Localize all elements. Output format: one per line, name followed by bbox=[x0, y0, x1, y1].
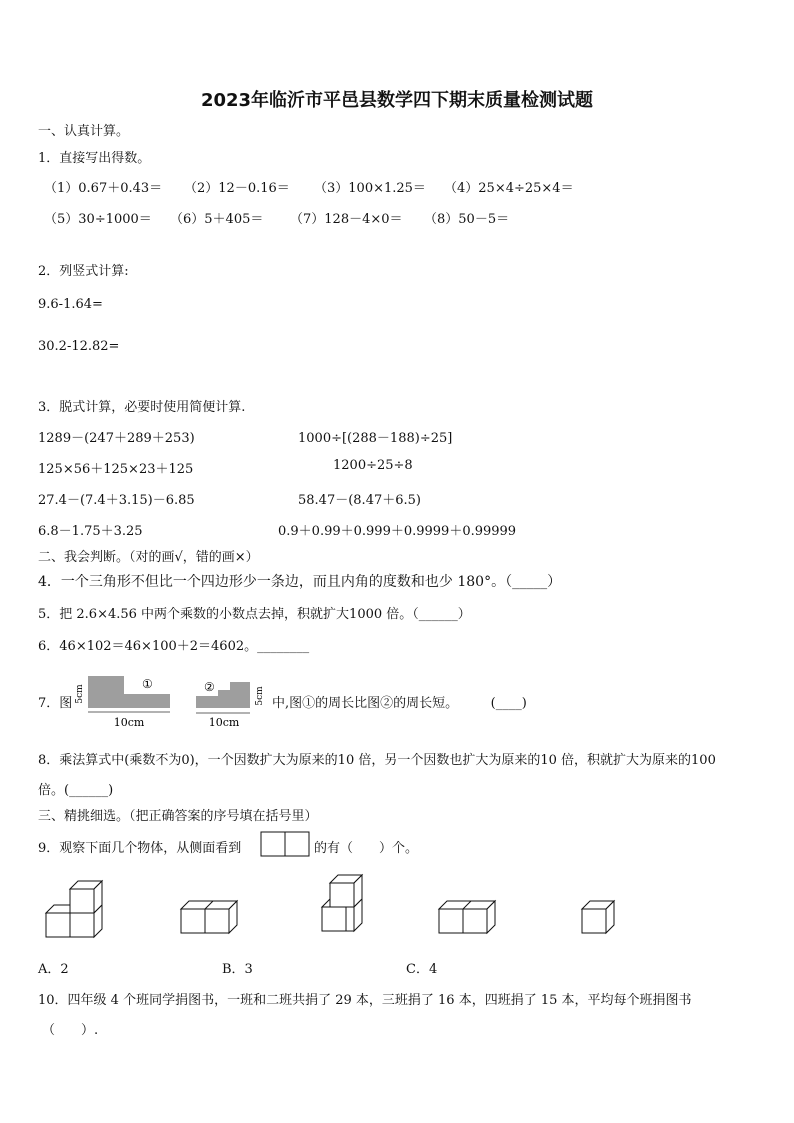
q9-cube-figure-3 bbox=[320, 873, 364, 941]
q10-line2: （ ）. bbox=[42, 1023, 99, 1038]
page-title: 2023年临沂市平邑县数学四下期末质量检测试题 bbox=[200, 90, 594, 111]
q6-text: 6．46×102＝46×100＋2＝4602。________ bbox=[38, 639, 310, 654]
q2-stem: 2．列竖式计算: bbox=[38, 264, 129, 279]
q8-line1: 8．乘法算式中(乘数不为0)，一个因数扩大为原来的10 倍，另一个因数也扩大为原来的10 倍，积就扩大为原来的100 bbox=[38, 753, 716, 768]
q9-side-view-figure bbox=[260, 831, 310, 857]
q1-item: （1）0.67＋0.43＝ bbox=[44, 181, 163, 196]
q2-item: 9.6-1.64= bbox=[38, 297, 103, 312]
q7-dim-label: 10cm bbox=[208, 716, 240, 729]
section-heading-2: 二、我会判断。（对的画√，错的画×） bbox=[38, 550, 259, 565]
section-heading-1: 一、认真计算。 bbox=[38, 124, 130, 139]
q8-line2: 倍。(______) bbox=[38, 783, 114, 798]
q5-text: 5．把 2.6×4.56 中两个乘数的小数点去掉，积就扩大1000 倍。（______） bbox=[38, 607, 471, 622]
section-heading-3: 三、精挑细选。（把正确答案的序号填在括号里） bbox=[38, 809, 318, 824]
q3-item: 1200÷25÷8 bbox=[333, 458, 413, 473]
q1-stem: 1．直接写出得数。 bbox=[38, 151, 151, 166]
q9-cube-figure-1 bbox=[44, 877, 108, 941]
q1-item: （5）30÷1000＝ bbox=[44, 212, 152, 227]
q9-option-b: B．3 bbox=[222, 962, 253, 977]
q9-option-a: A．2 bbox=[38, 962, 69, 977]
q7-prefix: 7．图 bbox=[38, 696, 73, 711]
q1-item: （7）128－4×0＝ bbox=[290, 212, 403, 227]
q7-dim-label: 5cm bbox=[75, 684, 85, 704]
q9-stem-pre: 9．观察下面几个物体，从侧面看到 bbox=[38, 841, 242, 856]
q1-item: （4）25×4÷25×4＝ bbox=[444, 181, 574, 196]
q1-item: （6）5＋405＝ bbox=[170, 212, 264, 227]
q9-cube-figure-4 bbox=[437, 897, 503, 941]
q3-stem: 3．脱式计算，必要时使用简便计算. bbox=[38, 400, 246, 415]
q7-suffix: 中,图①的周长比图②的周长短。 (____) bbox=[272, 696, 527, 711]
q3-item: 1289－(247＋289＋253) bbox=[38, 431, 195, 446]
q9-stem-post: 的有（ ）个。 bbox=[314, 841, 419, 856]
q3-item: 58.47－(8.47＋6.5) bbox=[298, 493, 421, 508]
q3-item: 1000÷[(288－188)÷25] bbox=[298, 431, 453, 446]
q7-dim-label: 10cm bbox=[113, 716, 145, 729]
q1-item: （3）100×1.25＝ bbox=[314, 181, 426, 196]
q9-option-c: C．4 bbox=[406, 962, 438, 977]
q4-text: 4．一个三角形不但比一个四边形少一条边，而且内角的度数和也少 180°。（_____） bbox=[38, 574, 562, 590]
q7-figure-1 bbox=[74, 672, 184, 730]
q7-dim-label: 5cm bbox=[255, 686, 265, 706]
q7-fig1-label: ① bbox=[142, 677, 153, 691]
q1-item: （2）12－0.16＝ bbox=[184, 181, 290, 196]
q9-cube-figure-2 bbox=[179, 897, 245, 941]
q7-figure-2 bbox=[190, 672, 274, 730]
q2-item: 30.2-12.82= bbox=[38, 339, 120, 354]
q1-item: （8）50－5＝ bbox=[424, 212, 510, 227]
q3-item: 125×56＋125×23＋125 bbox=[38, 462, 194, 477]
q3-item: 6.8－1.75＋3.25 bbox=[38, 524, 143, 539]
q7-fig2-label: ② bbox=[204, 680, 215, 694]
q9-cube-figure-5 bbox=[580, 897, 624, 941]
q3-item: 27.4－(7.4＋3.15)－6.85 bbox=[38, 493, 195, 508]
q3-item: 0.9＋0.99＋0.999＋0.9999＋0.99999 bbox=[278, 524, 517, 539]
q10-line1: 10．四年级 4 个班同学捐图书，一班和二班共捐了 29 本，三班捐了 16 本，四班捐了 15 本，平均每个班捐图书 bbox=[38, 993, 692, 1008]
